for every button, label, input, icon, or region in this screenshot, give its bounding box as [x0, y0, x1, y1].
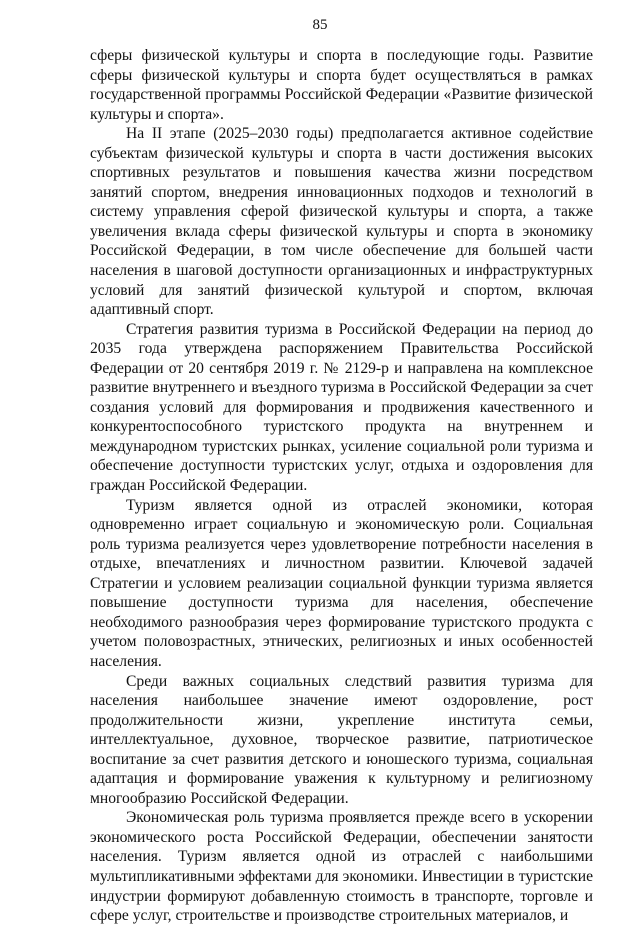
- paragraph-3: Стратегия развития туризма в Российской Федерации на период до 2035 года утверждена распоряжением Правительства Российской Федерации от 20 сентября 2019 г. № 2129-р и направлена на комплексное развитие внутреннего и въездного туризма в Российской Федерации за счет создания условий для формирования и продвижения качественного и конкурентоспособного туристского продукта на внутреннем и международном туристских рынках, усиление социальной роли туризма и обеспечение доступности туристских услуг, отдыха и оздоровления для граждан Российской Федерации.: [90, 320, 593, 495]
- paragraph-2: На II этапе (2025–2030 годы) предполагается активное содействие субъектам физической культуры и спорта в части достижения высоких спортивных результатов и повышения качества жизни посредством занятий спортом, внедрения инновационных подходов и технологий в систему управления сферой физической культуры и спорта, а также увеличения вклада сферы физической культуры и спорта в экономику Российской Федерации, в том числе обеспечение для большей части населения в шаговой доступности организационных и инфраструктурных условий для занятий физической культурой и спортом, включая адаптивный спорт.: [90, 125, 593, 319]
- paragraph-6: Экономическая роль туризма проявляется прежде всего в ускорении экономического роста Российской Федерации, обеспечении занятости населения. Туризм является одной из отраслей с наибольшими мультипликативными эффектами для экономики. Инвестиции в туристские индустрии формируют добавленную стоимость в транспорте, торговле и сфере услуг, строительстве и производстве строительных материалов, и: [90, 809, 593, 925]
- paragraph-4: Туризм является одной из отраслей экономики, которая одновременно играет социальную и экономическую роли. Социальная роль туризма реализуется через удовлетворение потребности населения в отдыхе, впечатлениях и личностном развитии. Ключевой задачей Стратегии и условием реализации социальной функции туризма является повышение доступности туризма для населения, обеспечение необходимого разнообразия через формирование туристского продукта с учетом половозрастных, этнических, религиозных и иных особенностей населения.: [90, 496, 593, 670]
- paragraph-1: сферы физической культуры и спорта в последующие годы. Развитие сферы физической культуры и спорта будет осуществляться в рамках государственной программы Российской Федерации «Развитие физической культуры и спорта».: [90, 47, 593, 123]
- paragraph-5: Среди важных социальных следствий развития туризма для населения наибольшее значение имеют оздоровление, рост продолжительности жизни, укрепление института семьи, интеллектуальное, духовное, творческое развитие, патриотическое воспитание за счет развития детского и юношеского туризма, социальная адаптация и формирование уважения к культурному и религиозному многообразию Российской Федерации.: [90, 672, 593, 807]
- page-number: 85: [312, 17, 328, 33]
- document-body: [90, 46, 593, 926]
